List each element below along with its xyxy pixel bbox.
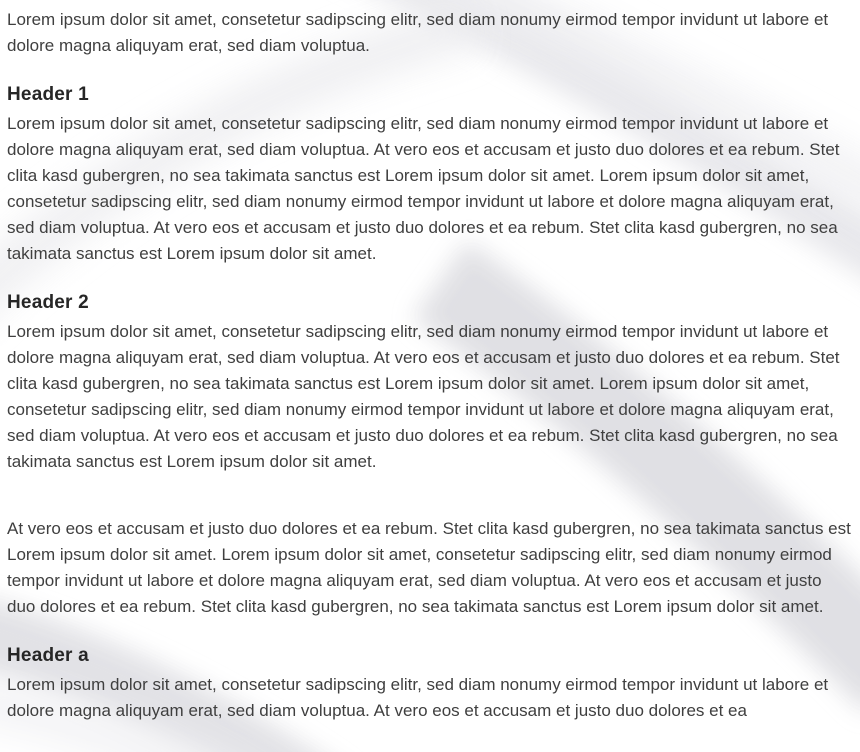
section-heading-a: Header a: [7, 645, 89, 666]
section-paragraph-2: Lorem ipsum dolor sit amet, consetetur sadipscing elitr, sed diam nonumy eirmod tempor invidunt ut labore et dolore magna aliquyam erat, sed diam voluptua. At vero eos et accusam et justo duo dolores et ea rebum. Stet clita kasd gubergren, no sea takimata sanctus est Lorem ipsum dolor sit amet. Lorem ipsum dolor sit amet, consetetur sadipscing elitr, sed diam nonumy eirmod tempor invidunt ut labore et dolore magna aliquyam erat, sed diam voluptua. At vero eos et accusam et justo duo dolores et ea rebum. Stet clita kasd gubergren, no sea takimata sanctus est Lorem ipsum dolor sit amet.: [7, 322, 840, 471]
section-paragraph-a: Lorem ipsum dolor sit amet, consetetur sadipscing elitr, sed diam nonumy eirmod tempor invidunt ut labore et dolore magna aliquyam erat, sed diam voluptua. At vero eos et accusam et justo duo dolores et ea: [7, 675, 829, 720]
section-heading-2: Header 2: [7, 292, 89, 313]
section-paragraph-1: Lorem ipsum dolor sit amet, consetetur sadipscing elitr, sed diam nonumy eirmod tempor invidunt ut labore et dolore magna aliquyam erat, sed diam voluptua. At vero eos et accusam et justo duo dolores et ea rebum. Stet clita kasd gubergren, no sea takimata sanctus est Lorem ipsum dolor sit amet. Lorem ipsum dolor sit amet, consetetur sadipscing elitr, sed diam nonumy eirmod tempor invidunt ut labore et dolore magna aliquyam erat, sed diam voluptua. At vero eos et accusam et justo duo dolores et ea rebum. Stet clita kasd gubergren, no sea takimata sanctus est Lorem ipsum dolor sit amet.: [7, 114, 840, 263]
intro-paragraph: Lorem ipsum dolor sit amet, consetetur sadipscing elitr, sed diam nonumy eirmod tempor invidunt ut labore et dolore magna aliquyam erat, sed diam voluptua.: [7, 10, 829, 55]
standalone-paragraph: At vero eos et accusam et justo duo dolores et ea rebum. Stet clita kasd gubergren, no sea takimata sanctus est Lorem ipsum dolor sit amet. Lorem ipsum dolor sit amet, consetetur sadipscing elitr, sed diam nonumy eirmod tempor invidunt ut labore et dolore magna aliquyam erat, sed diam voluptua. At vero eos et accusam et justo duo dolores et ea rebum. Stet clita kasd gubergren, no sea takimata sanctus est Lorem ipsum dolor sit amet.: [7, 519, 851, 616]
section-heading-1: Header 1: [7, 84, 89, 105]
